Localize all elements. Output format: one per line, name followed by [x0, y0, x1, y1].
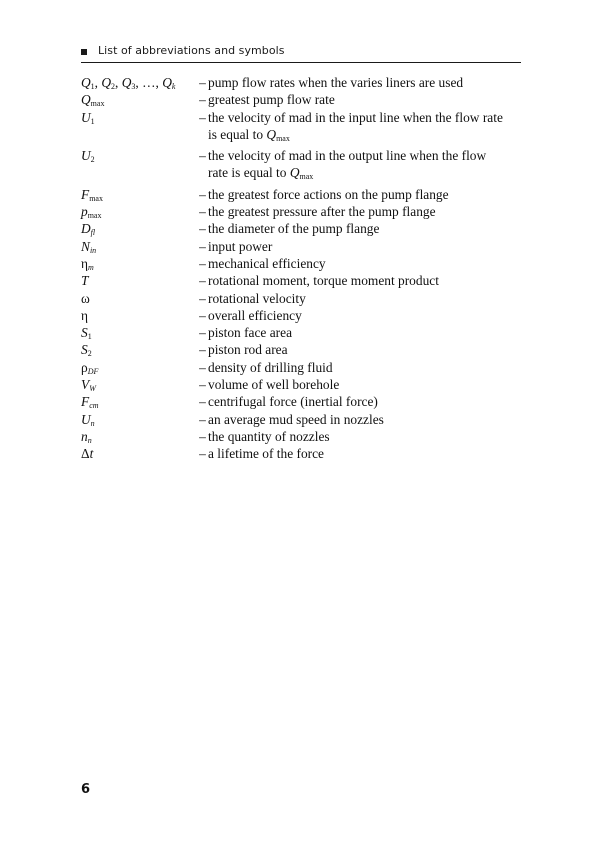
symbol-notation: Δt — [81, 446, 94, 462]
symbol-notation: ω — [81, 290, 90, 306]
symbol-notation: S1 — [81, 325, 92, 342]
symbol-description — [208, 376, 521, 393]
running-head-title: List of abbreviations and symbols — [98, 44, 285, 57]
entry-dash: – — [199, 221, 206, 237]
symbol-notation: $n_n$ — [81, 428, 92, 445]
description-line: piston rod area — [208, 342, 288, 358]
symbol-notation: Fmax — [81, 186, 103, 203]
description-line: is equal to Qmax — [208, 126, 290, 143]
running-head — [81, 44, 521, 60]
symbol-entry — [81, 74, 521, 91]
description-line: piston face area — [208, 325, 293, 341]
description-line: the velocity of mad in the output line when the flow — [208, 148, 487, 164]
symbol-description — [208, 186, 521, 203]
symbol-notation: $\eta_m$ — [81, 255, 94, 272]
description-line: input power — [208, 238, 273, 254]
entry-dash: – — [199, 325, 206, 341]
entry-dash: – — [199, 342, 206, 358]
description-line: a lifetime of the force — [208, 446, 324, 462]
description-line: the diameter of the pump flange — [208, 221, 380, 237]
description-line: greatest pump flow rate — [208, 92, 335, 108]
entry-dash: – — [199, 75, 206, 90]
symbol-entry — [81, 341, 521, 358]
symbol-notation: $F_{cm}$ — [81, 394, 99, 411]
symbol-notation: Q1, Q2, Q3, …, $Q_k$ — [81, 75, 176, 91]
description-line: volume of well borehole — [208, 377, 340, 393]
symbol-notation: Qmax — [81, 92, 105, 109]
description-line: the greatest pressure after the pump flange — [208, 204, 436, 220]
symbol-description — [208, 203, 521, 220]
symbol-description — [208, 109, 521, 148]
symbol-description — [208, 147, 521, 186]
symbol-entry — [81, 290, 521, 307]
symbol-description — [208, 238, 521, 255]
entry-dash: – — [199, 148, 206, 164]
entry-dash: – — [199, 186, 206, 202]
page-number: 6 — [81, 782, 91, 797]
symbol-description — [208, 411, 521, 428]
symbol-description — [208, 74, 521, 91]
entry-dash: – — [199, 290, 206, 306]
symbol-description — [208, 220, 521, 237]
entry-dash: – — [199, 273, 206, 289]
symbol-entry — [81, 109, 521, 148]
symbol-entry — [81, 411, 521, 428]
symbol-notation: pmax — [81, 204, 102, 221]
symbol-notation: $V_W$ — [81, 377, 96, 394]
symbol-entry — [81, 428, 521, 445]
symbol-entry — [81, 255, 521, 272]
entry-dash: – — [199, 411, 206, 427]
symbol-entry — [81, 359, 521, 376]
symbol-description — [208, 393, 521, 410]
entry-dash: – — [199, 204, 206, 220]
description-line: centrifugal force (inertial force) — [208, 394, 378, 410]
entry-dash: – — [199, 109, 206, 125]
symbol-entry — [81, 324, 521, 341]
symbol-notation: η — [81, 307, 89, 323]
symbol-description — [208, 91, 521, 108]
description-line: overall efficiency — [208, 307, 302, 323]
entry-dash: – — [199, 428, 206, 444]
symbol-entry — [81, 220, 521, 237]
entry-dash: – — [199, 359, 206, 375]
symbol-description — [208, 359, 521, 376]
symbol-entry — [81, 186, 521, 203]
symbol-notation: S2 — [81, 342, 92, 359]
entry-dash: – — [199, 255, 206, 271]
description-line: mechanical efficiency — [208, 255, 326, 271]
symbol-entry — [81, 445, 521, 462]
symbol-description — [208, 324, 521, 341]
entry-dash: – — [199, 238, 206, 254]
symbol-description — [208, 307, 521, 324]
symbol-notation: $D_{fl}$ — [81, 221, 96, 238]
symbol-description — [208, 290, 521, 307]
symbol-notation: U1 — [81, 109, 95, 126]
symbol-description — [208, 428, 521, 445]
symbol-notation: $\rho_{DF}$ — [81, 359, 99, 376]
symbol-notation: U2 — [81, 148, 95, 165]
symbol-description — [208, 255, 521, 272]
symbol-entry — [81, 307, 521, 324]
symbol-entry — [81, 272, 521, 289]
header-rule — [81, 62, 521, 63]
symbol-entry — [81, 91, 521, 108]
symbol-entry — [81, 376, 521, 393]
symbol-entry — [81, 238, 521, 255]
description-line: density of drilling fluid — [208, 359, 333, 375]
entry-dash: – — [199, 446, 206, 462]
description-line: the quantity of nozzles — [208, 428, 330, 444]
symbol-description — [208, 341, 521, 358]
entry-dash: – — [199, 307, 206, 323]
description-line: an average mud speed in nozzles — [208, 411, 384, 427]
symbol-entry — [81, 203, 521, 220]
description-line: rotational velocity — [208, 290, 306, 306]
description-line: the velocity of mad in the input line when the flow rate — [208, 109, 503, 125]
symbol-entry — [81, 147, 521, 186]
symbol-notation: T — [81, 273, 89, 289]
description-line: rate is equal to Qmax — [208, 165, 314, 182]
symbol-description — [208, 272, 521, 289]
description-line: rotational moment, torque moment product — [208, 273, 439, 289]
entry-dash: – — [199, 394, 206, 410]
symbol-entry — [81, 393, 521, 410]
symbols-list — [81, 74, 521, 463]
symbol-description — [208, 445, 521, 462]
description-line: pump flow rates when the varies liners are used — [208, 75, 464, 90]
symbol-notation: $U_n$ — [81, 411, 95, 428]
description-line: the greatest force actions on the pump flange — [208, 186, 449, 202]
entry-dash: – — [199, 377, 206, 393]
entry-dash: – — [199, 92, 206, 108]
symbol-notation: $N_{in}$ — [81, 238, 97, 255]
header-square-bullet — [81, 49, 87, 55]
